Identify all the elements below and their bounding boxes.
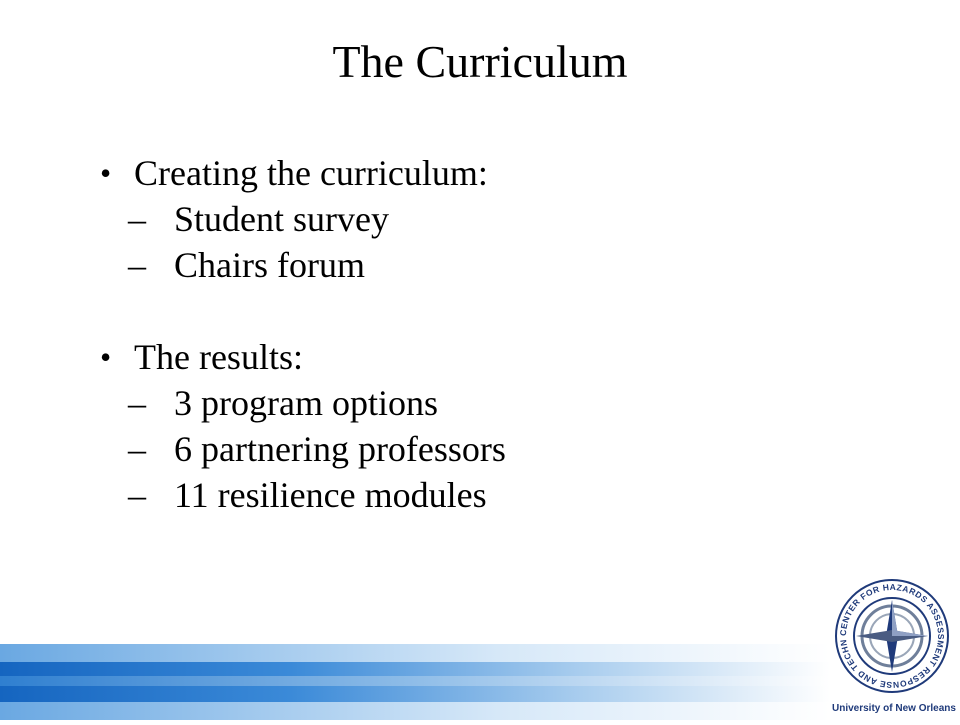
dash-icon: – — [128, 199, 146, 239]
dash-icon: – — [128, 383, 146, 423]
content-area — [100, 150, 840, 518]
logo-ring-text: CENTER FOR HAZARDS ASSESSMENT RESPONSE AND TECHN — [837, 581, 947, 691]
section-spacer — [100, 288, 840, 334]
bullet-heading — [100, 334, 840, 380]
logo-caption: University of New Orleans — [832, 703, 956, 714]
section-creating — [100, 150, 840, 288]
slide-title: The Curriculum — [332, 36, 628, 87]
sub-item-text: 11 resilience modules — [174, 475, 487, 515]
sub-list — [100, 380, 840, 518]
sub-item-text: Chairs forum — [174, 245, 365, 285]
bullet-heading — [100, 150, 840, 196]
dash-icon: – — [128, 245, 146, 285]
bullet-icon: • — [100, 155, 112, 191]
sub-item — [100, 426, 840, 472]
bullet-text: Creating the curriculum: — [134, 153, 488, 193]
sub-item — [100, 196, 840, 242]
sub-item-text: 6 partnering professors — [174, 429, 506, 469]
sub-list — [100, 196, 840, 288]
dash-icon: – — [128, 429, 146, 469]
dash-icon: – — [128, 475, 146, 515]
band-graphic — [0, 640, 830, 720]
bullet-icon: • — [100, 339, 112, 375]
sub-item-text: Student survey — [174, 199, 389, 239]
chart-logo — [832, 574, 956, 714]
sub-item — [100, 472, 840, 518]
sub-item — [100, 242, 840, 288]
section-results — [100, 334, 840, 518]
bullet-text: The results: — [134, 337, 303, 377]
bottom-gradient-band — [0, 640, 830, 720]
sub-item — [100, 380, 840, 426]
sub-item-text: 3 program options — [174, 383, 438, 423]
compass-rose-icon — [832, 574, 952, 698]
